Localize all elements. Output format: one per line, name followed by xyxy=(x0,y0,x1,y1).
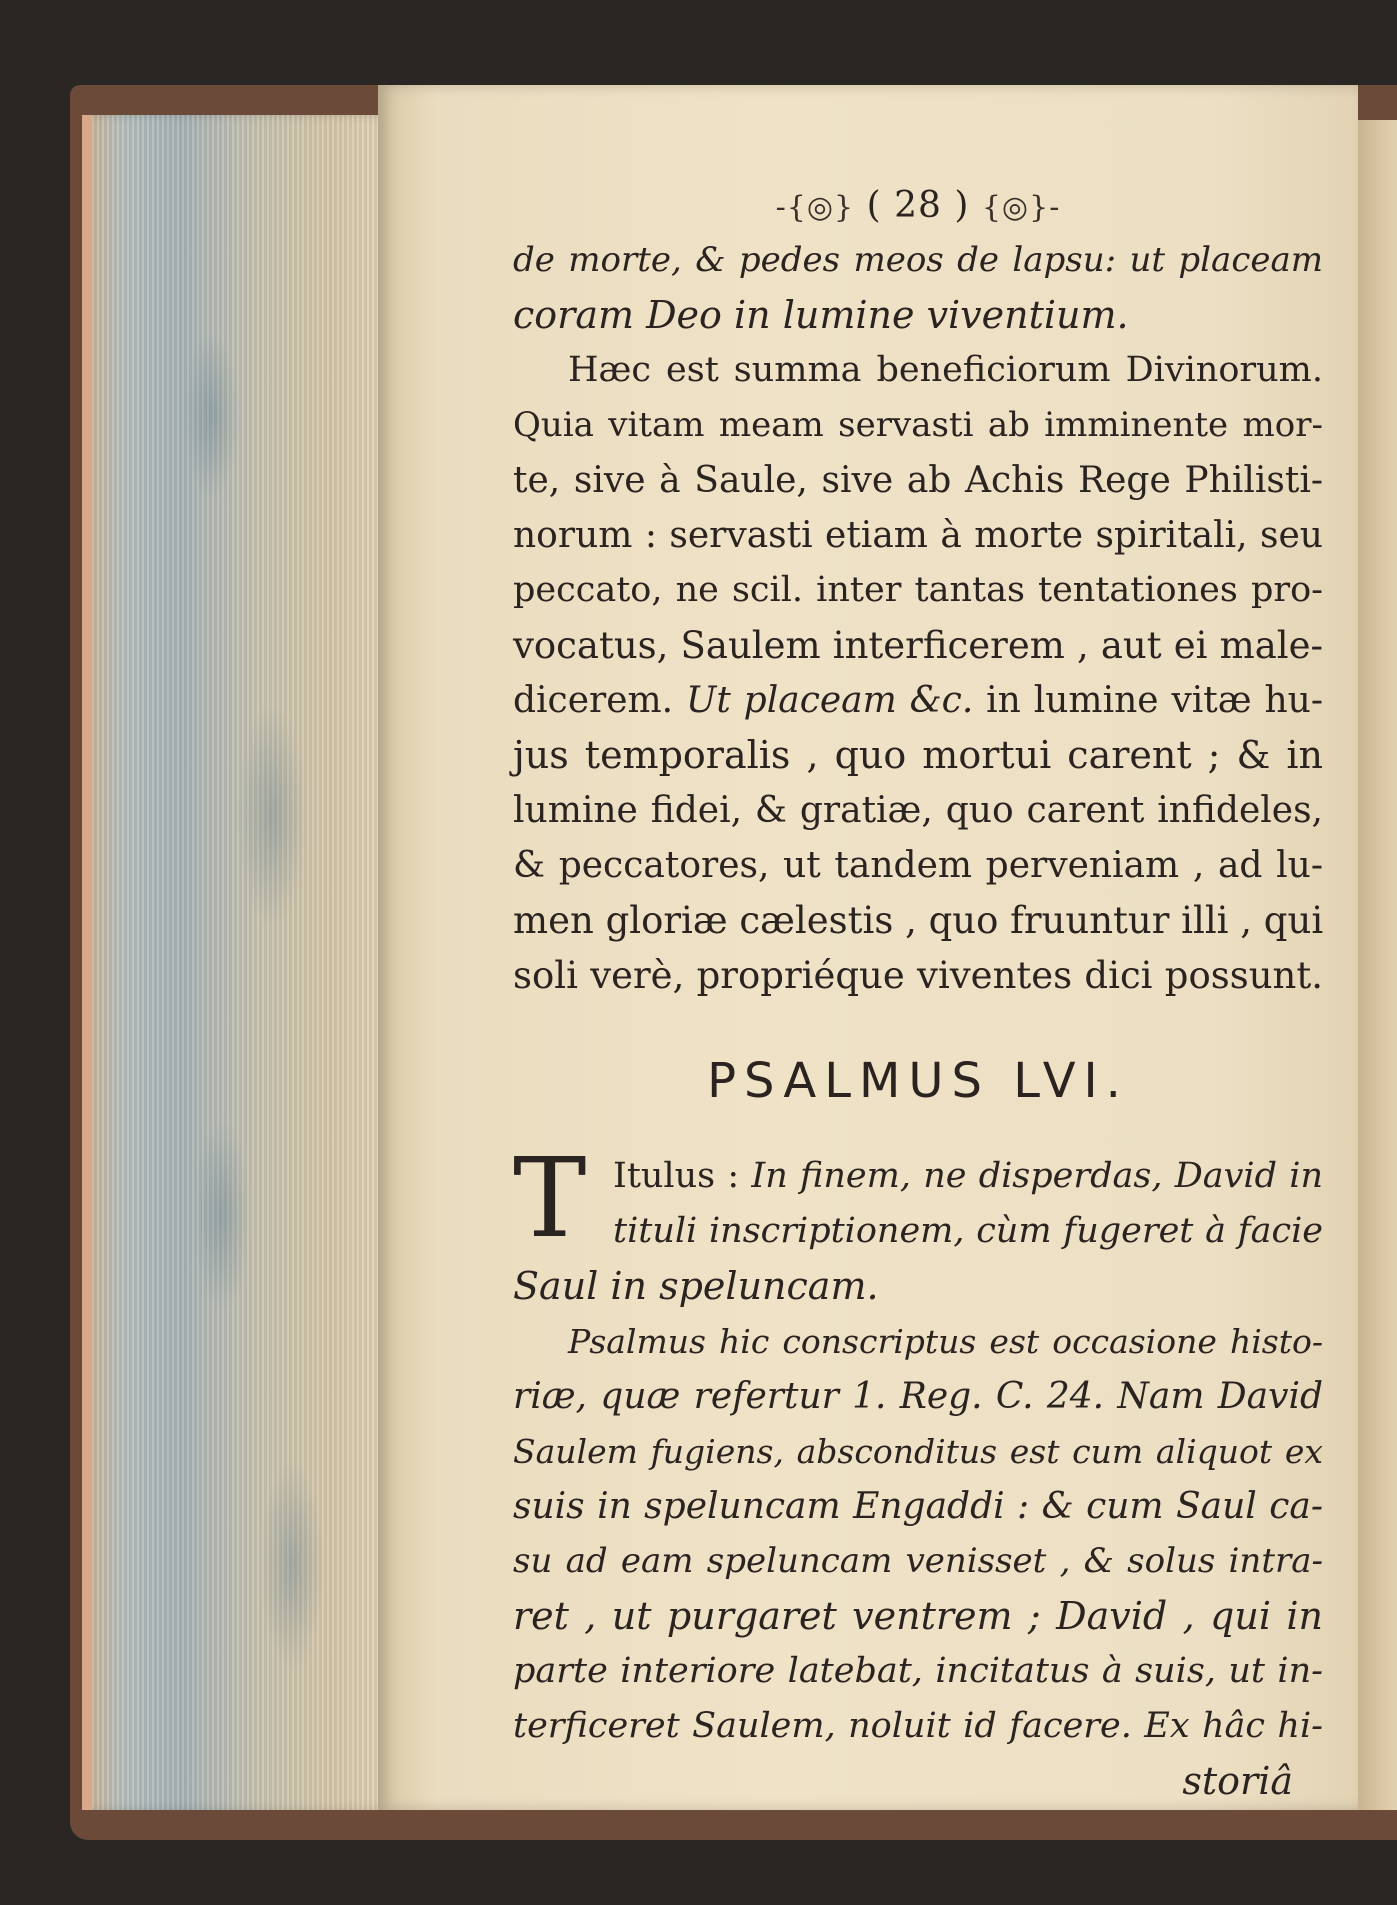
text-line xyxy=(513,1149,1323,1204)
text-line: de morte, & pedes meos de lapsu: ut placeam xyxy=(513,240,1323,280)
text-line: terficeret Saulem, noluit id facere. Ex hâc hi- xyxy=(513,1706,1323,1746)
text-line: Saulem fugiens, absconditus est cum aliquot ex xyxy=(513,1432,1323,1471)
text-line: tituli inscriptionem, cùm fugeret à facie xyxy=(613,1211,1323,1251)
drop-cap: T xyxy=(513,1134,587,1262)
page-content xyxy=(513,185,1323,1809)
running-head xyxy=(513,185,1323,225)
text-line: soli verè, propriéque viventes dici possunt. xyxy=(513,954,1323,997)
printed-page xyxy=(378,85,1358,1810)
text-line: suis in speluncam Engaddi : & cum Saul ca- xyxy=(513,1486,1323,1527)
page-number: ( 28 ) xyxy=(866,185,970,226)
marbled-edge xyxy=(92,115,392,1810)
title-block xyxy=(513,1134,1324,1314)
text-line: Quia vitam meam servasti ab imminente mor- xyxy=(513,405,1323,445)
text-segment: dicerem. xyxy=(513,680,686,721)
text-line: jus temporalis , quo mortui carent ; & in xyxy=(513,733,1323,777)
facing-page-edge xyxy=(1355,120,1397,1810)
catchword: storiâ xyxy=(1182,1759,1293,1803)
text-line: Hæc est summa beneficiorum Divinorum. xyxy=(568,350,1323,390)
text-line: & peccatores, ut tandem perveniam , ad lu- xyxy=(513,845,1323,886)
text-line: ret , ut purgaret ventrem ; David , qui in xyxy=(513,1594,1323,1638)
text-line: Saul in speluncam. xyxy=(513,1264,879,1308)
italic-segment: Ut placeam &c. xyxy=(686,680,974,721)
text-line: peccato, ne scil. inter tantas tentationes pro- xyxy=(513,570,1323,610)
text-line-mixed xyxy=(513,673,1323,728)
text-line: norum : servasti etiam à morte spiritali, seu xyxy=(513,515,1323,556)
ornament-left: -{◎} xyxy=(775,190,855,225)
italic-segment: In finem, ne disperdas, David in xyxy=(751,1156,1324,1196)
text-line: Psalmus hic conscriptus est occasione histo- xyxy=(568,1322,1323,1361)
psalm-heading: PSALMUS LVI. xyxy=(707,1053,1129,1109)
text-segment: in lumine vitæ hu- xyxy=(973,680,1324,721)
text-segment: Itulus : xyxy=(613,1156,752,1196)
text-line: lumine fidei, & gratiæ, quo carent infideles, xyxy=(513,790,1323,831)
text-line: su ad eam speluncam venisset , & solus intra- xyxy=(513,1541,1323,1581)
text-line: parte interiore latebat, incitatus à suis, ut in- xyxy=(513,1651,1323,1691)
text-line: riæ, quæ refertur 1. Reg. C. 24. Nam David xyxy=(513,1376,1323,1417)
page-block-fore-edge xyxy=(82,115,392,1810)
text-line: men gloriæ cælestis , quo fruuntur illi , qui xyxy=(513,899,1324,942)
text-line: coram Deo in lumine viventium. xyxy=(513,293,1129,337)
ornament-right: {◎}- xyxy=(981,190,1061,225)
text-line: vocatus, Saulem interficerem , aut ei male- xyxy=(513,624,1323,667)
text-line: te, sive à Saule, sive ab Achis Rege Philisti- xyxy=(513,460,1323,501)
